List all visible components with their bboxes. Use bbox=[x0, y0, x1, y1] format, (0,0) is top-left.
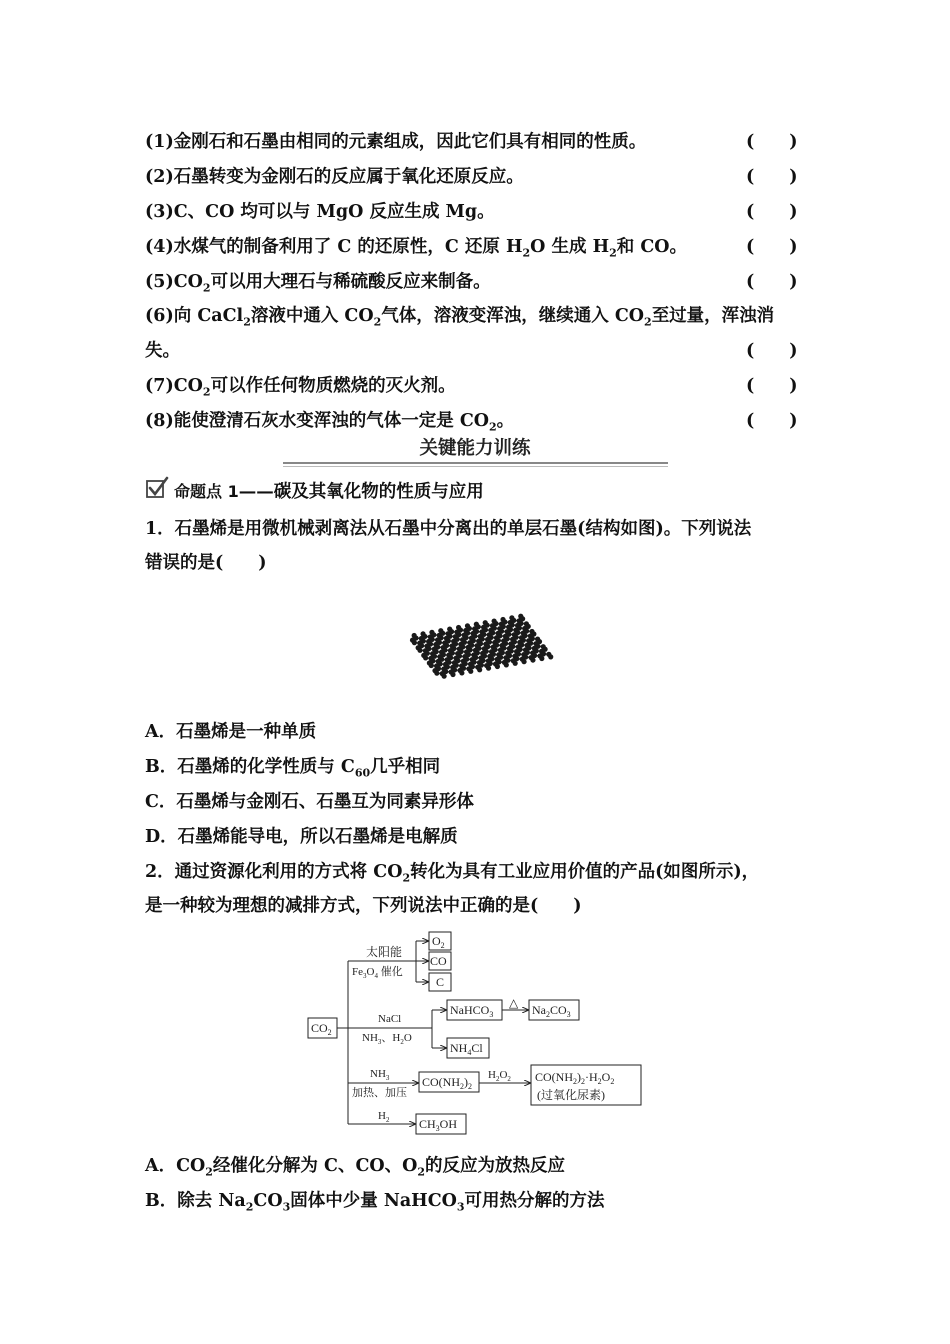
q1-stem-line2: 错误的是( ) bbox=[145, 553, 267, 573]
svg-text:CH3OH: $CH_3OH$ bbox=[419, 1117, 458, 1133]
carbon-atom bbox=[450, 672, 455, 677]
q1-option-a[interactable]: A．石墨烯是一种单质 bbox=[145, 722, 317, 742]
q2-stem-line2: 是一种较为理想的减排方式，下列说法中正确的是( ) bbox=[145, 896, 582, 916]
svg-text:H2O2: $H_2O_2$ bbox=[488, 1069, 511, 1083]
answer-paren-6: ( ) bbox=[746, 341, 798, 361]
svg-text:CO: CO bbox=[430, 954, 447, 968]
carbon-atom bbox=[495, 664, 500, 669]
carbon-atom bbox=[513, 661, 518, 666]
carbon-atom bbox=[504, 662, 509, 667]
q1-option-b[interactable]: B．石墨烯的化学性质与 $C_{60}$几乎相同 bbox=[145, 757, 441, 780]
carbon-atom bbox=[429, 663, 434, 668]
svg-text:O2: $O_2$ bbox=[432, 934, 445, 950]
q2-option-b[interactable]: B．除去 $Na_2CO_3$固体中少量 NaHCO$_3$可用热分解的方法 bbox=[145, 1191, 605, 1214]
answer-paren-8: ( ) bbox=[746, 411, 798, 431]
judgment-item-4: (4)水煤气的制备利用了 C 的还原性，C 还原 $H_2O$ 生成 $H_2$和 CO。 bbox=[145, 237, 688, 260]
carbon-atom bbox=[548, 654, 553, 659]
judgment-item-2: (2)石墨转变为金刚石的反应属于氧化还原反应。 bbox=[145, 167, 524, 187]
q2-stem: 2．通过资源化利用的方式将 $CO_2$转化为具有工业应用价值的产品(如图所示)， bbox=[145, 862, 760, 885]
q1-option-c[interactable]: C．石墨烯与金刚石、石墨互为同素异形体 bbox=[145, 792, 474, 812]
judgment-item-5: $(5)CO_2$可以用大理石与稀硫酸反应来制备。 bbox=[145, 272, 491, 295]
q1-stem: 1．石墨烯是用微机械剥离法从石墨中分离出的单层石墨(结构如图)。下列说法 bbox=[145, 519, 752, 539]
carbon-atom bbox=[477, 667, 482, 672]
svg-text:NH3、H2O: $NH_3$、$H_2O$ bbox=[362, 1032, 412, 1046]
svg-text:NaHCO3: NaHCO$_3$ bbox=[450, 1003, 494, 1019]
svg-text:加热、加压: 加热、加压 bbox=[352, 1087, 407, 1099]
section-divider bbox=[283, 462, 668, 464]
answer-paren-4: ( ) bbox=[746, 237, 798, 257]
answer-paren-2: ( ) bbox=[746, 167, 798, 187]
svg-text:H2: $H_2$ bbox=[378, 1110, 390, 1124]
checkbox-icon bbox=[145, 476, 169, 500]
answer-paren-1: ( ) bbox=[746, 132, 798, 152]
judgment-item-1: (1)金刚石和石墨由相同的元素组成，因此它们具有相同的性质。 bbox=[145, 132, 647, 152]
carbon-atom bbox=[539, 656, 544, 661]
svg-text:C: C bbox=[436, 975, 445, 989]
carbon-atom bbox=[423, 655, 428, 660]
svg-text:△: △ bbox=[509, 996, 519, 1010]
section-title: 关键能力训练 bbox=[419, 438, 531, 459]
carbon-atom bbox=[442, 674, 447, 679]
svg-text:Fe3O4 催化: $Fe_3O_4$ 催化 bbox=[352, 966, 403, 980]
svg-text:CO2: $CO_2$ bbox=[311, 1021, 332, 1037]
svg-text:(过氧化尿素): (过氧化尿素) bbox=[537, 1088, 605, 1102]
carbon-atom bbox=[412, 640, 417, 645]
q2-option-a[interactable]: A．$CO_2$经催化分解为 C、CO、$O_2$的反应为放热反应 bbox=[145, 1156, 566, 1179]
carbon-atom bbox=[468, 669, 473, 674]
q1-option-d[interactable]: D．石墨烯能导电，所以石墨烯是电解质 bbox=[145, 827, 458, 847]
judgment-item-3: (3)C、CO 均可以与 MgO 反应生成 Mg。 bbox=[145, 202, 495, 222]
svg-text:NaCl: NaCl bbox=[378, 1013, 402, 1025]
carbon-atom bbox=[530, 657, 535, 662]
judgment-item-8: (8)能使澄清石灰水变浑浊的气体一定是 $CO_2$。 bbox=[145, 411, 515, 434]
svg-text:NH3: $NH_3$ bbox=[370, 1068, 390, 1082]
answer-paren-7: ( ) bbox=[746, 376, 798, 396]
judgment-item-6-line2: 失。 bbox=[145, 341, 180, 361]
topic-heading: 命题点 1——碳及其氧化物的性质与应用 bbox=[174, 482, 484, 502]
carbon-atom bbox=[486, 666, 491, 671]
judgment-item-6: (6)向 CaCl$_2$溶液中通入 $CO_2$气体，溶液变浑浊，继续通入 $CO_2$至过量，浑浊消 bbox=[145, 306, 775, 329]
carbon-atom bbox=[434, 671, 439, 676]
svg-text:CO(NH2)2: $CO(NH_2)_2$ bbox=[422, 1075, 472, 1091]
answer-paren-3: ( ) bbox=[746, 202, 798, 222]
svg-text:NH4Cl: $NH_4Cl$ bbox=[450, 1041, 483, 1057]
answer-paren-5: ( ) bbox=[746, 272, 798, 292]
carbon-atom bbox=[521, 659, 526, 664]
svg-text:CO(NH2)2·H2O2: $CO(NH_2)_2\cdot H_2O_2$ bbox=[535, 1070, 615, 1086]
svg-text:太阳能: 太阳能 bbox=[366, 945, 403, 959]
graphene-structure-image bbox=[378, 585, 578, 710]
co2-conversion-diagram bbox=[300, 928, 650, 1138]
svg-text:Na2CO3: $Na_2CO_3$ bbox=[532, 1003, 571, 1019]
carbon-atom bbox=[417, 648, 422, 653]
section-divider-thin bbox=[283, 466, 668, 467]
judgment-item-7: $(7)CO_2$可以作任何物质燃烧的灭火剂。 bbox=[145, 376, 456, 399]
carbon-atom bbox=[459, 670, 464, 675]
